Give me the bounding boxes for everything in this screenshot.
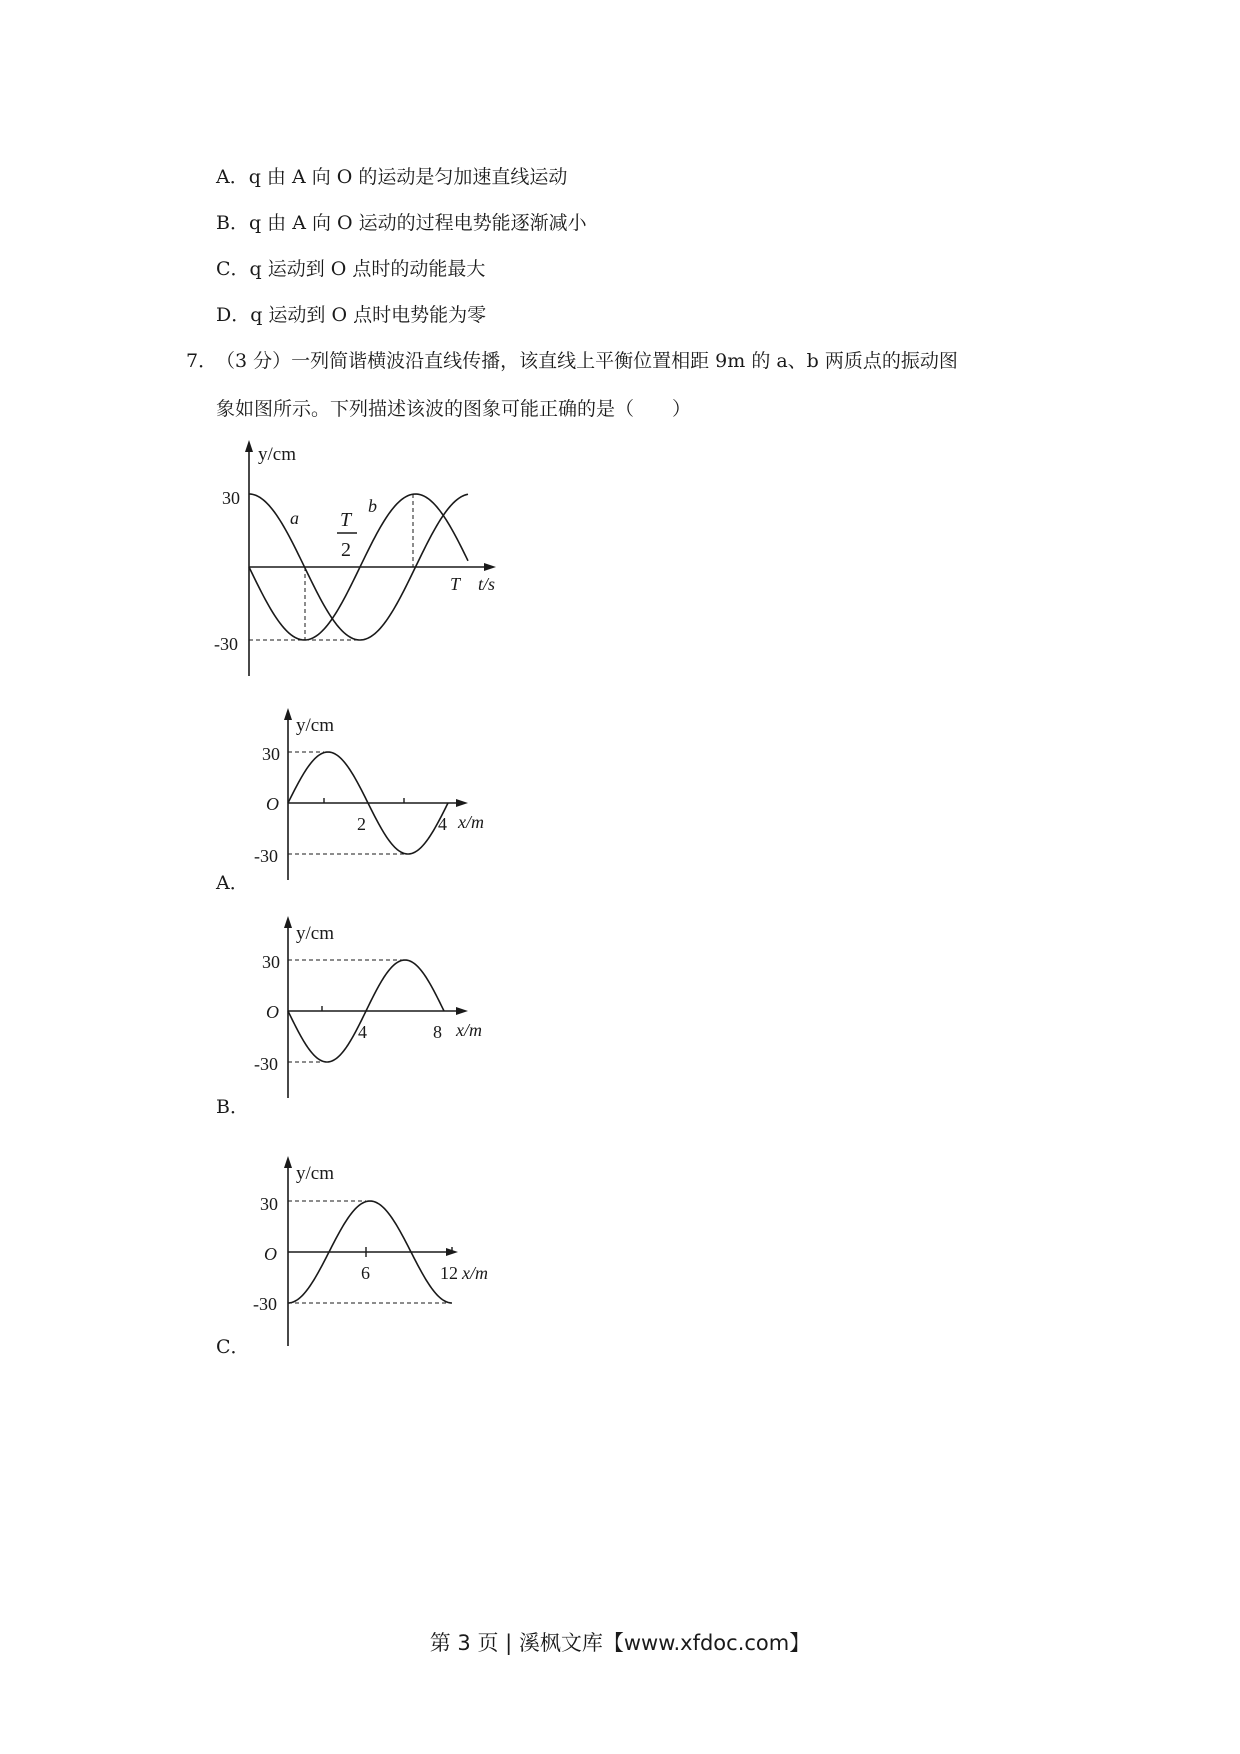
choice-c-graph bbox=[250, 1152, 510, 1352]
y-tick-30: 30 bbox=[262, 744, 280, 764]
choice-a-letter: A． bbox=[216, 872, 249, 894]
page-footer: 第 3 页 | 溪枫文库【www.xfdoc.com】 bbox=[429, 1631, 811, 1655]
choice-a-graph bbox=[250, 704, 510, 884]
y-axis-arrow bbox=[284, 916, 292, 928]
y-tick-neg30: -30 bbox=[253, 1294, 277, 1314]
x-axis-arrow bbox=[456, 799, 468, 807]
y-tick-neg30: -30 bbox=[254, 846, 278, 866]
x-tick-label-end: 8 bbox=[433, 1022, 442, 1042]
y-axis-label: y/cm bbox=[258, 444, 296, 465]
choice-b-graph bbox=[250, 912, 510, 1102]
question-line-1: （3 分）一列简谐横波沿直线传播，该直线上平衡位置相距 9m 的 a、b 两质点的振动图 bbox=[216, 350, 958, 372]
x-axis-label: x/m bbox=[458, 812, 484, 832]
x-axis-label: x/m bbox=[462, 1263, 488, 1283]
origin-label: O bbox=[266, 1002, 279, 1022]
origin-label: O bbox=[264, 1244, 277, 1264]
choice-c-letter: C． bbox=[216, 1336, 250, 1358]
vibration-graph bbox=[210, 436, 510, 676]
half-period-numerator: T bbox=[340, 509, 352, 531]
y-tick-neg30: -30 bbox=[254, 1054, 278, 1074]
x-tick-label-end: 12 bbox=[440, 1263, 458, 1283]
x-axis-label: x/m bbox=[456, 1020, 482, 1040]
question-number: 7． bbox=[186, 350, 218, 372]
option-b-prev: B．q 由 A 向 O 运动的过程电势能逐渐减小 bbox=[216, 212, 587, 234]
choice-b-letter: B． bbox=[216, 1096, 249, 1118]
y-axis-arrow bbox=[284, 1156, 292, 1168]
x-tick-label-end: 4 bbox=[438, 814, 447, 834]
curve-b-label: b bbox=[368, 496, 377, 516]
y-axis-label: y/cm bbox=[296, 923, 334, 944]
option-a-prev: A．q 由 A 向 O 的运动是匀加速直线运动 bbox=[216, 166, 568, 188]
t-axis-arrow bbox=[484, 563, 496, 571]
t-axis-label: t/s bbox=[478, 574, 496, 594]
y-axis-label: y/cm bbox=[296, 1163, 334, 1184]
x-tick-label-mid: 2 bbox=[357, 814, 366, 834]
question-line-2: 象如图所示。下列描述该波的图象可能正确的是（ ） bbox=[216, 398, 692, 420]
option-d-prev: D．q 运动到 O 点时电势能为零 bbox=[216, 304, 487, 326]
y-tick-neg30: -30 bbox=[214, 634, 238, 654]
x-tick-label-mid: 4 bbox=[358, 1022, 367, 1042]
x-axis-arrow bbox=[456, 1007, 468, 1015]
y-tick-30: 30 bbox=[260, 1194, 278, 1214]
origin-label: O bbox=[266, 794, 279, 814]
y-axis-arrow bbox=[245, 440, 253, 452]
y-tick-30: 30 bbox=[222, 488, 240, 508]
period-label: T bbox=[450, 574, 461, 594]
curve-a-label: a bbox=[290, 508, 299, 528]
half-period-denominator: 2 bbox=[341, 539, 351, 561]
y-axis-arrow bbox=[284, 708, 292, 720]
option-c-prev: C．q 运动到 O 点时的动能最大 bbox=[216, 258, 486, 280]
y-tick-30: 30 bbox=[262, 952, 280, 972]
y-axis-label: y/cm bbox=[296, 715, 334, 736]
x-tick-label-mid: 6 bbox=[361, 1263, 370, 1283]
